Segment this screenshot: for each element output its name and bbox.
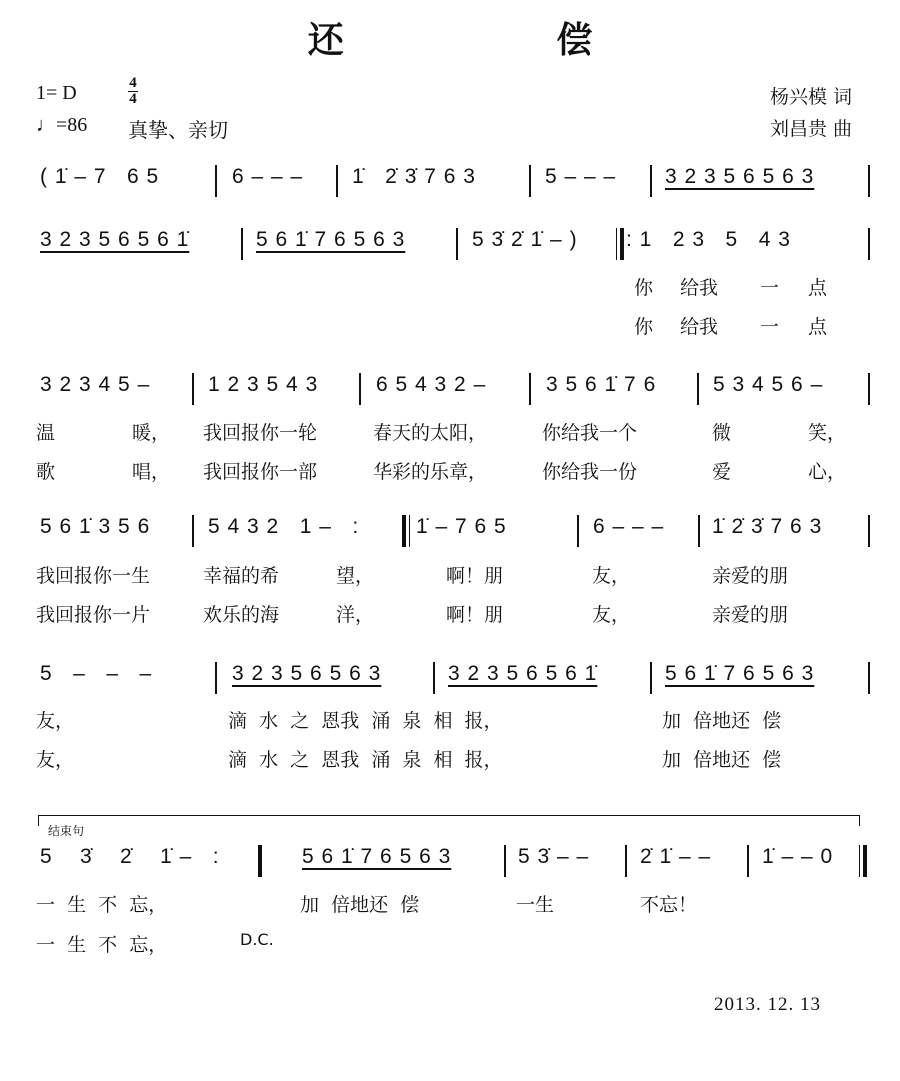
lyric: 加 倍地还 偿	[662, 710, 782, 732]
tempo-mark: ♩=86	[36, 114, 88, 136]
barline	[359, 373, 361, 405]
barline	[215, 165, 217, 197]
lyric: 一 生 不 忘，	[36, 934, 168, 956]
lyric: 你给我一份	[542, 461, 638, 483]
lyric: 亲爱的朋	[712, 565, 789, 587]
lyric: 滴 水 之 恩我 涌 泉 相 报，	[228, 749, 503, 771]
lyric: 加 倍地还 偿	[662, 749, 782, 771]
lyric: 幸福的希	[203, 565, 280, 587]
measure: 3 5 6 1̇ 7 6	[546, 373, 657, 396]
measure: 5 3̇ 2̇ 1̇ – :	[40, 845, 220, 868]
lyric: 你	[634, 316, 654, 338]
measure: 1̇ 2̇ 3̇ 7 6 3	[712, 515, 823, 538]
measure: 6 5 4 3 2 –	[376, 373, 487, 396]
repeat-barline	[402, 515, 410, 547]
measure: 5 6 1̇ 7 6 5 6 3	[665, 662, 815, 685]
measure: 5 3 4 5 6 –	[713, 373, 824, 396]
lyric: 温	[36, 422, 56, 444]
lyric: 唱，	[132, 461, 171, 483]
barline	[868, 515, 870, 547]
lyric: 爱	[712, 461, 732, 483]
measure: 5 – – –	[40, 662, 153, 685]
lyric: 微	[712, 422, 732, 444]
barline	[529, 165, 531, 197]
music-row-2	[0, 228, 900, 262]
composer-credit: 刘昌贵 曲	[769, 118, 852, 140]
music-row-3	[0, 373, 900, 407]
measure: 5 3̇ 2̇ 1̇ – )	[472, 228, 578, 251]
date: 2013. 12. 13	[714, 994, 821, 1015]
lyric: 你	[634, 277, 654, 299]
music-row-1	[0, 165, 900, 199]
barline	[215, 662, 217, 694]
measure: 1̇ 2̇ 3̇ 7 6 3	[352, 165, 476, 188]
barline	[868, 165, 870, 197]
barline	[698, 515, 700, 547]
lyric: 一生	[516, 894, 555, 916]
lyric: 点	[808, 316, 828, 338]
measure: 5 6 1̇ 7 6 5 6 3	[302, 845, 452, 868]
lyric: 我回报你一生	[36, 565, 151, 587]
barline	[192, 515, 194, 547]
lyric: 点	[808, 277, 828, 299]
lyric: 友，	[36, 710, 75, 732]
barline	[504, 845, 506, 877]
final-barline	[859, 845, 867, 877]
lyric: 啊！朋	[446, 604, 504, 626]
barline	[241, 228, 243, 260]
music-row-5	[0, 662, 900, 696]
measure: 2̇ 1̇ – –	[640, 845, 712, 868]
time-top: 4	[129, 75, 137, 91]
barline	[433, 662, 435, 694]
ending-bracket	[38, 815, 860, 826]
barline	[192, 373, 194, 405]
repeat-start-barline	[616, 228, 624, 260]
lyric: 笑，	[808, 422, 847, 444]
barline	[868, 373, 870, 405]
da-capo-mark: D.C.	[240, 930, 274, 949]
lyric: 友，	[592, 604, 631, 626]
lyric: 望，	[336, 565, 375, 587]
barline	[336, 165, 338, 197]
measure: 5 – – –	[545, 165, 617, 188]
measure: 6 – – –	[593, 515, 665, 538]
measure: ( 1̇ – 7 6 5	[40, 165, 160, 188]
barline	[747, 845, 749, 877]
lyricist-credit: 杨兴模 词	[769, 86, 852, 108]
expression-mark: 真挚、亲切	[128, 120, 228, 142]
measure: 6 – – –	[232, 165, 304, 188]
measure: 1 2 3 5 4 3	[208, 373, 319, 396]
music-row-6	[0, 845, 900, 879]
lyric: 欢乐的海	[203, 604, 280, 626]
lyric: 亲爱的朋	[712, 604, 789, 626]
lyric: 友，	[592, 565, 631, 587]
lyric: 我回报你一部	[203, 461, 318, 483]
lyric: 我回报你一片	[36, 604, 151, 626]
barline	[577, 515, 579, 547]
lyric: 洋，	[336, 604, 375, 626]
barline	[868, 228, 870, 260]
measure: : 1 2 3 5 4 3	[626, 228, 791, 251]
barline	[868, 662, 870, 694]
barline	[529, 373, 531, 405]
measure: 1̇ – – 0	[762, 845, 834, 868]
lyric: 给我	[680, 316, 719, 338]
measure: 5 3̇ – –	[518, 845, 590, 868]
measure: 5 6 1̇ 3 5 6	[40, 515, 151, 538]
measure: 5 4 3 2 1 – :	[208, 515, 360, 538]
repeat-end-barline	[258, 845, 262, 877]
lyric: 啊！朋	[446, 565, 504, 587]
song-title: 还 偿	[307, 20, 693, 61]
lyric: 心，	[808, 461, 847, 483]
barline	[697, 373, 699, 405]
lyric: 加 倍地还 偿	[300, 894, 420, 916]
ending-label: 结束句	[48, 824, 85, 838]
measure: 3 2 3 5 6 5 6 3	[665, 165, 815, 188]
barline	[625, 845, 627, 877]
lyric: 给我	[680, 277, 719, 299]
lyric: 友，	[36, 749, 75, 771]
lyric: 一 生 不 忘，	[36, 894, 168, 916]
measure: 3 2 3 5 6 5 6 1̇	[448, 662, 598, 685]
key-signature: 1= D	[36, 82, 77, 104]
measure: 3 2 3 4 5 –	[40, 373, 151, 396]
measure: 3 2 3 5 6 5 6 3	[232, 662, 382, 685]
lyric: 一	[760, 316, 780, 338]
lyric: 华彩的乐章，	[373, 461, 488, 483]
barline	[650, 165, 652, 197]
lyric: 歌	[36, 461, 56, 483]
music-row-4	[0, 515, 900, 549]
barline	[456, 228, 458, 260]
lyric: 暖，	[132, 422, 171, 444]
barline	[650, 662, 652, 694]
lyric: 你给我一个	[542, 422, 638, 444]
lyric: 滴 水 之 恩我 涌 泉 相 报，	[228, 710, 503, 732]
lyric: 春天的太阳，	[373, 422, 488, 444]
lyric: 不忘！	[640, 894, 698, 916]
measure: 5 6 1̇ 7 6 5 6 3	[256, 228, 406, 251]
time-bottom: 4	[129, 91, 137, 107]
lyric: 我回报你一轮	[203, 422, 318, 444]
measure: 3 2 3 5 6 5 6 1̇	[40, 228, 190, 251]
time-signature	[128, 76, 138, 107]
lyric: 一	[760, 277, 780, 299]
measure: 1̇ – 7 6 5	[416, 515, 507, 538]
